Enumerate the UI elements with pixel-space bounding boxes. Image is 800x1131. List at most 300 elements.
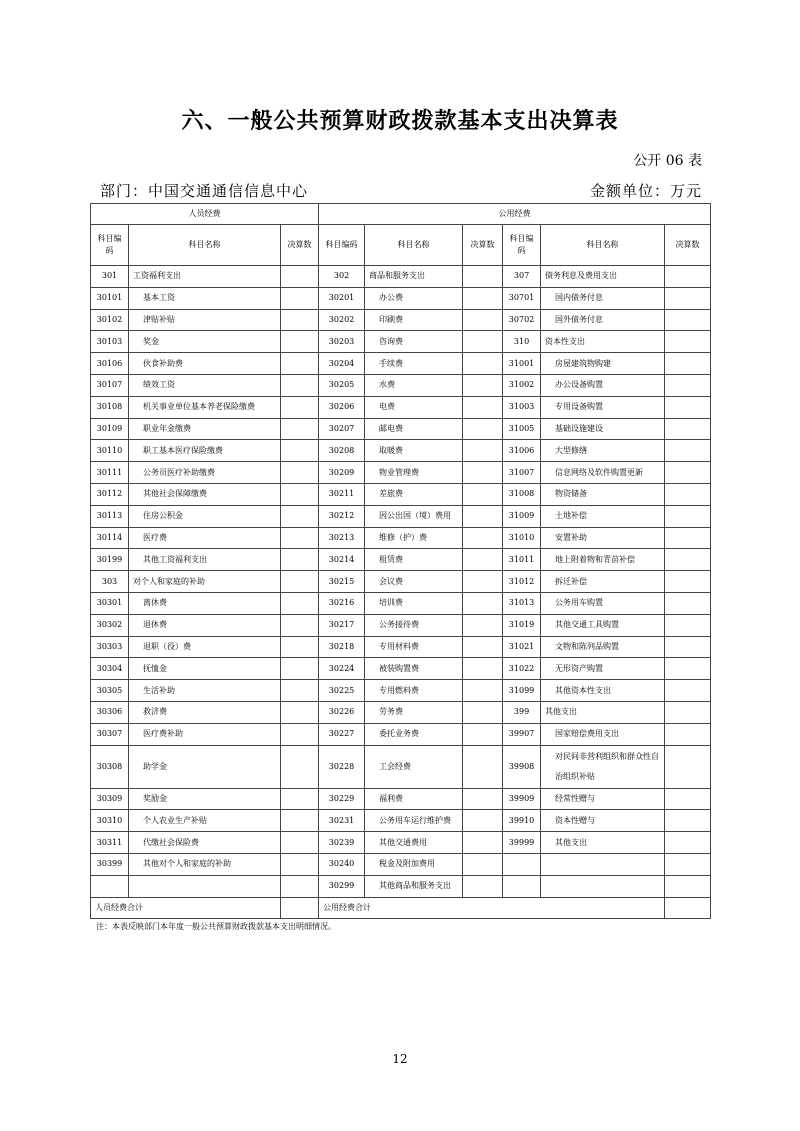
personnel-group-header: 人员经费	[91, 204, 319, 225]
amount-unit-label: 金额单位：万元	[589, 182, 702, 200]
subject-code: 30229	[319, 788, 365, 810]
subject-code: 31099	[503, 680, 541, 702]
subject-code: 30228	[319, 745, 365, 788]
subject-name: 地上附着物和青苗补偿	[541, 549, 665, 571]
subject-code	[503, 853, 541, 875]
subject-code: 30112	[91, 483, 129, 505]
subject-name: 无形资产购置	[541, 658, 665, 680]
amount-cell	[463, 353, 503, 375]
table-row	[91, 810, 711, 832]
amount-cell	[463, 483, 503, 505]
subject-code: 30114	[91, 527, 129, 549]
amount-cell	[281, 723, 319, 745]
subject-code: 30702	[503, 309, 541, 331]
subject-code: 30308	[91, 745, 129, 788]
amount-cell	[665, 853, 711, 875]
amount-cell	[463, 810, 503, 832]
amount-cell	[281, 658, 319, 680]
amount-cell	[463, 788, 503, 810]
amount-cell	[281, 788, 319, 810]
amount-cell	[463, 658, 503, 680]
subject-name: 维修（护）费	[365, 527, 463, 549]
subject-name: 物业管理费	[365, 462, 463, 484]
subject-name: 公务用车购置	[541, 592, 665, 614]
subject-name: 房屋建筑物购建	[541, 353, 665, 375]
amount-cell	[463, 266, 503, 288]
table-number: 公开 06 表	[633, 153, 702, 169]
subject-name: 邮电费	[365, 418, 463, 440]
subject-code: 31019	[503, 614, 541, 636]
amount-cell	[665, 527, 711, 549]
subject-code: 30208	[319, 440, 365, 462]
amount-cell	[281, 680, 319, 702]
amount-cell	[665, 592, 711, 614]
amount-cell	[281, 440, 319, 462]
amount-cell	[463, 396, 503, 418]
subject-code: 31007	[503, 462, 541, 484]
subject-code: 31009	[503, 505, 541, 527]
subject-code: 30102	[91, 309, 129, 331]
subject-code: 30111	[91, 462, 129, 484]
table-row	[91, 353, 711, 375]
amount-cell	[463, 374, 503, 396]
amount-cell	[463, 418, 503, 440]
subject-name: 电费	[365, 396, 463, 418]
subject-code: 30204	[319, 353, 365, 375]
subject-code: 30202	[319, 309, 365, 331]
subject-code: 30226	[319, 701, 365, 723]
amount-cell	[281, 853, 319, 875]
table-row	[91, 374, 711, 396]
table-row	[91, 832, 711, 854]
subject-code: 30310	[91, 810, 129, 832]
subject-code: 39910	[503, 810, 541, 832]
subject-name: 债务利息及费用支出	[541, 266, 665, 288]
amount-cell	[463, 527, 503, 549]
amount-cell	[463, 549, 503, 571]
amount-cell	[281, 309, 319, 331]
amount-cell	[281, 875, 319, 897]
amount-cell	[463, 331, 503, 353]
subject-name: 租赁费	[365, 549, 463, 571]
table-row	[91, 592, 711, 614]
subject-code: 30109	[91, 418, 129, 440]
subject-name: 医疗费补助	[129, 723, 281, 745]
table-row	[91, 331, 711, 353]
subject-name: 劳务费	[365, 701, 463, 723]
subject-code: 31006	[503, 440, 541, 462]
subject-code: 31021	[503, 636, 541, 658]
subject-name: 办公设备购置	[541, 374, 665, 396]
subject-name: 办公费	[365, 287, 463, 309]
subject-name: 会议费	[365, 571, 463, 593]
personnel-total-label: 人员经费合计	[91, 897, 281, 919]
subject-code: 30113	[91, 505, 129, 527]
table-row	[91, 680, 711, 702]
public-group-header: 公用经费	[319, 204, 711, 225]
amount-header: 决算数	[281, 225, 319, 266]
subject-name: 税金及附加费用	[365, 853, 463, 875]
subject-name: 被装购置费	[365, 658, 463, 680]
subject-code: 30107	[91, 374, 129, 396]
subject-name: 公务用车运行维护费	[365, 810, 463, 832]
amount-cell	[665, 549, 711, 571]
amount-cell	[665, 418, 711, 440]
subject-code: 30216	[319, 592, 365, 614]
amount-cell	[463, 440, 503, 462]
amount-cell	[665, 462, 711, 484]
amount-cell	[463, 571, 503, 593]
amount-cell	[463, 745, 503, 788]
subject-code: 30205	[319, 374, 365, 396]
subject-name: 印刷费	[365, 309, 463, 331]
amount-cell	[665, 571, 711, 593]
subject-code: 30307	[91, 723, 129, 745]
subject-code: 30399	[91, 853, 129, 875]
subject-name: 绩效工资	[129, 374, 281, 396]
subject-name: 生活补助	[129, 680, 281, 702]
subject-name: 工资福利支出	[129, 266, 281, 288]
amount-cell	[665, 636, 711, 658]
subject-name: 商品和服务支出	[365, 266, 463, 288]
subject-name: 奖励金	[129, 788, 281, 810]
subject-code: 30201	[319, 287, 365, 309]
subject-code: 31013	[503, 592, 541, 614]
subject-name: 其他对个人和家庭的补助	[129, 853, 281, 875]
table-row	[91, 701, 711, 723]
subject-code: 30302	[91, 614, 129, 636]
amount-cell	[281, 832, 319, 854]
page-title: 六、一般公共预算财政拨款基本支出决算表	[181, 109, 619, 134]
subject-name: 大型修缮	[541, 440, 665, 462]
subject-code: 30214	[319, 549, 365, 571]
subject-code: 30305	[91, 680, 129, 702]
amount-cell	[463, 723, 503, 745]
table-row	[91, 549, 711, 571]
subject-code: 30209	[319, 462, 365, 484]
subject-name: 手续费	[365, 353, 463, 375]
amount-cell	[281, 374, 319, 396]
totals-row	[91, 897, 711, 919]
subject-code: 30199	[91, 549, 129, 571]
amount-cell	[463, 614, 503, 636]
amount-cell	[281, 549, 319, 571]
subject-code: 31010	[503, 527, 541, 549]
subject-code: 30103	[91, 331, 129, 353]
amount-cell	[281, 636, 319, 658]
amount-cell	[665, 614, 711, 636]
amount-cell	[665, 287, 711, 309]
table-row	[91, 462, 711, 484]
table-row	[91, 658, 711, 680]
subject-name: 基本工资	[129, 287, 281, 309]
subject-code: 30108	[91, 396, 129, 418]
subject-code: 31005	[503, 418, 541, 440]
subject-code: 30306	[91, 701, 129, 723]
subject-name: 住房公积金	[129, 505, 281, 527]
subject-code: 302	[319, 266, 365, 288]
table-row	[91, 875, 711, 897]
department-label: 部门：中国交通通信信息中心	[100, 182, 309, 200]
table-row	[91, 396, 711, 418]
subject-name: 个人农业生产补贴	[129, 810, 281, 832]
subject-name: 职工基本医疗保险缴费	[129, 440, 281, 462]
subject-name: 专用燃料费	[365, 680, 463, 702]
subject-code: 30225	[319, 680, 365, 702]
subject-name: 差旅费	[365, 483, 463, 505]
subject-name: 资本性赠与	[541, 810, 665, 832]
amount-cell	[281, 592, 319, 614]
amount-cell	[281, 331, 319, 353]
column-header-row	[91, 225, 711, 266]
table-row	[91, 745, 711, 788]
subject-code: 30101	[91, 287, 129, 309]
subject-name: 国外债务付息	[541, 309, 665, 331]
page-number: 12	[392, 1052, 408, 1066]
subject-name: 其他商品和服务支出	[365, 875, 463, 897]
amount-cell	[665, 658, 711, 680]
subject-name: 公务员医疗补助缴费	[129, 462, 281, 484]
table-note: 注：本表反映部门本年度一般公共预算财政拨款基本支出明细情况。	[96, 922, 336, 931]
subject-code: 30206	[319, 396, 365, 418]
amount-cell	[281, 462, 319, 484]
subject-code: 30299	[319, 875, 365, 897]
personnel-total-amount	[281, 897, 319, 919]
subject-name: 公务接待费	[365, 614, 463, 636]
subject-code: 30218	[319, 636, 365, 658]
amount-cell	[665, 353, 711, 375]
amount-cell	[281, 745, 319, 788]
subject-code: 30224	[319, 658, 365, 680]
subject-code: 39908	[503, 745, 541, 788]
subject-name: 专用设备购置	[541, 396, 665, 418]
subject-name: 资本性支出	[541, 331, 665, 353]
subject-name: 福利费	[365, 788, 463, 810]
amount-cell	[665, 440, 711, 462]
subject-name: 伙食补助费	[129, 353, 281, 375]
amount-cell	[281, 527, 319, 549]
subject-code: 30215	[319, 571, 365, 593]
amount-cell	[281, 418, 319, 440]
code-header: 科目编码	[91, 225, 129, 266]
subject-name: 奖金	[129, 331, 281, 353]
amount-cell	[665, 723, 711, 745]
subject-code: 307	[503, 266, 541, 288]
subject-code: 30303	[91, 636, 129, 658]
subject-code: 30240	[319, 853, 365, 875]
subject-name: 因公出国（境）费用	[365, 505, 463, 527]
amount-cell	[281, 571, 319, 593]
subject-code: 31002	[503, 374, 541, 396]
amount-cell	[665, 701, 711, 723]
subject-name: 信息网络及软件购置更新	[541, 462, 665, 484]
amount-cell	[281, 396, 319, 418]
subject-name: 物资储备	[541, 483, 665, 505]
subject-code: 30212	[319, 505, 365, 527]
amount-cell	[463, 287, 503, 309]
amount-header: 决算数	[463, 225, 503, 266]
amount-cell	[463, 309, 503, 331]
table-row	[91, 571, 711, 593]
public-total-label: 公用经费合计	[319, 897, 665, 919]
subject-code: 30213	[319, 527, 365, 549]
subject-name: 离休费	[129, 592, 281, 614]
subject-name: 咨询费	[365, 331, 463, 353]
table-row	[91, 853, 711, 875]
subject-name: 土地补偿	[541, 505, 665, 527]
subject-code: 301	[91, 266, 129, 288]
subject-name: 其他工资福利支出	[129, 549, 281, 571]
subject-code: 31012	[503, 571, 541, 593]
table-row	[91, 527, 711, 549]
amount-cell	[665, 309, 711, 331]
subject-code: 39907	[503, 723, 541, 745]
subject-name: 对民间非营利组织和群众性自治组织补贴	[541, 745, 665, 788]
subject-name: 委托业务费	[365, 723, 463, 745]
amount-cell	[665, 331, 711, 353]
subject-name: 取暖费	[365, 440, 463, 462]
subject-name: 基础设施建设	[541, 418, 665, 440]
subject-code: 31011	[503, 549, 541, 571]
subject-code: 310	[503, 331, 541, 353]
amount-cell	[463, 636, 503, 658]
code-header: 科目编码	[503, 225, 541, 266]
subject-name: 退休费	[129, 614, 281, 636]
subject-code	[91, 875, 129, 897]
amount-cell	[665, 745, 711, 788]
subject-name: 其他支出	[541, 832, 665, 854]
name-header: 科目名称	[365, 225, 463, 266]
amount-cell	[281, 353, 319, 375]
amount-cell	[665, 483, 711, 505]
table-row	[91, 440, 711, 462]
subject-code: 31022	[503, 658, 541, 680]
subject-name: 对个人和家庭的补助	[129, 571, 281, 593]
table-row	[91, 614, 711, 636]
subject-name: 安置补助	[541, 527, 665, 549]
subject-name: 其他交通工具购置	[541, 614, 665, 636]
subject-code: 31001	[503, 353, 541, 375]
subject-name: 救济费	[129, 701, 281, 723]
subject-name: 机关事业单位基本养老保险缴费	[129, 396, 281, 418]
subject-name: 国内债务付息	[541, 287, 665, 309]
amount-cell	[463, 853, 503, 875]
amount-cell	[281, 287, 319, 309]
amount-cell	[463, 832, 503, 854]
name-header: 科目名称	[541, 225, 665, 266]
subject-name: 文物和陈列品购置	[541, 636, 665, 658]
amount-cell	[665, 266, 711, 288]
table-row	[91, 483, 711, 505]
subject-name: 代缴社会保险费	[129, 832, 281, 854]
subject-name: 退职（役）费	[129, 636, 281, 658]
subject-code: 30211	[319, 483, 365, 505]
subject-name: 国家赔偿费用支出	[541, 723, 665, 745]
subject-name: 工会经费	[365, 745, 463, 788]
subject-code: 30311	[91, 832, 129, 854]
subject-name	[129, 875, 281, 897]
amount-cell	[281, 810, 319, 832]
subject-name: 其他资本性支出	[541, 680, 665, 702]
subject-code: 30110	[91, 440, 129, 462]
table-row	[91, 636, 711, 658]
amount-cell	[281, 701, 319, 723]
subject-name: 职业年金缴费	[129, 418, 281, 440]
public-total-amount	[665, 897, 711, 919]
amount-cell	[463, 462, 503, 484]
subject-name: 专用材料费	[365, 636, 463, 658]
amount-cell	[665, 374, 711, 396]
subject-name: 其他交通费用	[365, 832, 463, 854]
subject-name: 抚恤金	[129, 658, 281, 680]
amount-cell	[463, 505, 503, 527]
amount-header: 决算数	[665, 225, 711, 266]
amount-cell	[281, 505, 319, 527]
subject-name: 其他支出	[541, 701, 665, 723]
amount-cell	[665, 680, 711, 702]
table-row	[91, 309, 711, 331]
subject-name: 培训费	[365, 592, 463, 614]
expenditure-table	[90, 203, 711, 919]
table-row	[91, 418, 711, 440]
amount-cell	[665, 810, 711, 832]
code-header: 科目编码	[319, 225, 365, 266]
table-row	[91, 505, 711, 527]
table-row	[91, 287, 711, 309]
group-header-row	[91, 204, 711, 225]
amount-cell	[281, 614, 319, 636]
subject-name: 水费	[365, 374, 463, 396]
table-row	[91, 723, 711, 745]
subject-code: 30239	[319, 832, 365, 854]
subject-name: 经常性赠与	[541, 788, 665, 810]
subject-code: 30207	[319, 418, 365, 440]
subject-name: 拆迁补偿	[541, 571, 665, 593]
subject-code: 31003	[503, 396, 541, 418]
subject-code: 30301	[91, 592, 129, 614]
subject-code: 30309	[91, 788, 129, 810]
table-row	[91, 788, 711, 810]
subject-code: 39909	[503, 788, 541, 810]
subject-code	[503, 875, 541, 897]
subject-code: 399	[503, 701, 541, 723]
name-header: 科目名称	[129, 225, 281, 266]
amount-cell	[281, 266, 319, 288]
subject-name: 助学金	[129, 745, 281, 788]
subject-code: 303	[91, 571, 129, 593]
amount-cell	[463, 875, 503, 897]
amount-cell	[463, 701, 503, 723]
subject-name: 其他社会保障缴费	[129, 483, 281, 505]
amount-cell	[281, 483, 319, 505]
amount-cell	[463, 592, 503, 614]
subject-name: 津贴补贴	[129, 309, 281, 331]
subject-code: 30231	[319, 810, 365, 832]
amount-cell	[665, 832, 711, 854]
table-row	[91, 266, 711, 288]
subject-code: 30203	[319, 331, 365, 353]
amount-cell	[665, 396, 711, 418]
subject-code: 30217	[319, 614, 365, 636]
amount-cell	[665, 875, 711, 897]
amount-cell	[665, 788, 711, 810]
subject-name: 医疗费	[129, 527, 281, 549]
subject-name	[541, 853, 665, 875]
amount-cell	[463, 680, 503, 702]
subject-code: 31008	[503, 483, 541, 505]
subject-code: 39999	[503, 832, 541, 854]
subject-code: 30227	[319, 723, 365, 745]
